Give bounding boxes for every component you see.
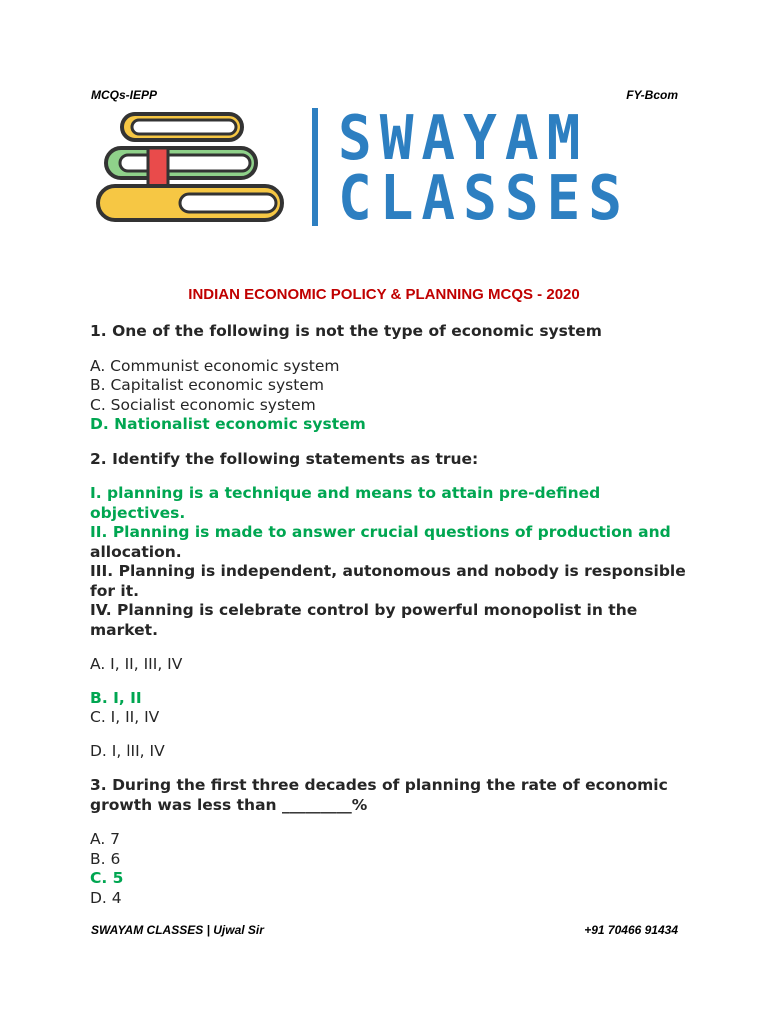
q2-option-a: A. I, II, III, IV — [90, 655, 183, 673]
mcq-content — [90, 322, 690, 908]
q1-option-d-answer: D. Nationalist economic system — [90, 415, 366, 433]
q1-option-a: A. Communist economic system — [90, 356, 340, 375]
q3-option-c-answer: C. 5 — [90, 869, 124, 887]
q3-option-d: D. 4 — [90, 888, 122, 907]
q3-option-b: B. 6 — [90, 849, 121, 868]
q1-option-c: C. Socialist economic system — [90, 395, 316, 414]
q3-option-a: A. 7 — [90, 830, 121, 848]
q2-statement-2-highlight: II. Planning is made to answer crucial questions of production and — [90, 523, 671, 541]
header-left: MCQs-IEPP — [91, 88, 158, 102]
footer-left: SWAYAM CLASSES | Ujwal Sir — [91, 923, 264, 937]
q2-statement-1: I. planning is a technique and means to attain pre-defined objectives. — [90, 484, 601, 522]
q2-option-c: C. I, II, IV — [90, 708, 160, 726]
q2-option-b-answer: B. I, II — [90, 688, 142, 707]
footer-phone: +91 70466 91434 — [584, 923, 678, 937]
question-1: 1. One of the following is not the type of economic system — [90, 322, 602, 340]
q2-statement-3: III. Planning is independent, autonomous and nobody is responsible for it. — [90, 562, 686, 600]
document-title: INDIAN ECONOMIC POLICY & PLANNING MCQS - 2020 — [188, 286, 580, 303]
q2-statement-2-rest: allocation. — [90, 542, 182, 561]
q2-statement-2 — [90, 523, 690, 562]
question-3: 3. During the first three decades of planning the rate of economic growth was less than _________% — [90, 776, 668, 814]
stacked-books-icon — [96, 110, 286, 226]
header-right: FY-Bcom — [626, 88, 678, 102]
q1-option-b: B. Capitalist economic system — [90, 376, 324, 394]
q2-statement-4: IV. Planning is celebrate control by powerful monopolist in the market. — [90, 601, 638, 639]
logo-divider — [312, 108, 318, 226]
logo-text-line2: CLASSES — [338, 162, 631, 235]
question-2: 2. Identify the following statements as true: — [90, 449, 479, 468]
q2-option-d: D. I, lII, IV — [90, 741, 165, 760]
logo-text-line1: SWAYAM — [338, 102, 589, 175]
